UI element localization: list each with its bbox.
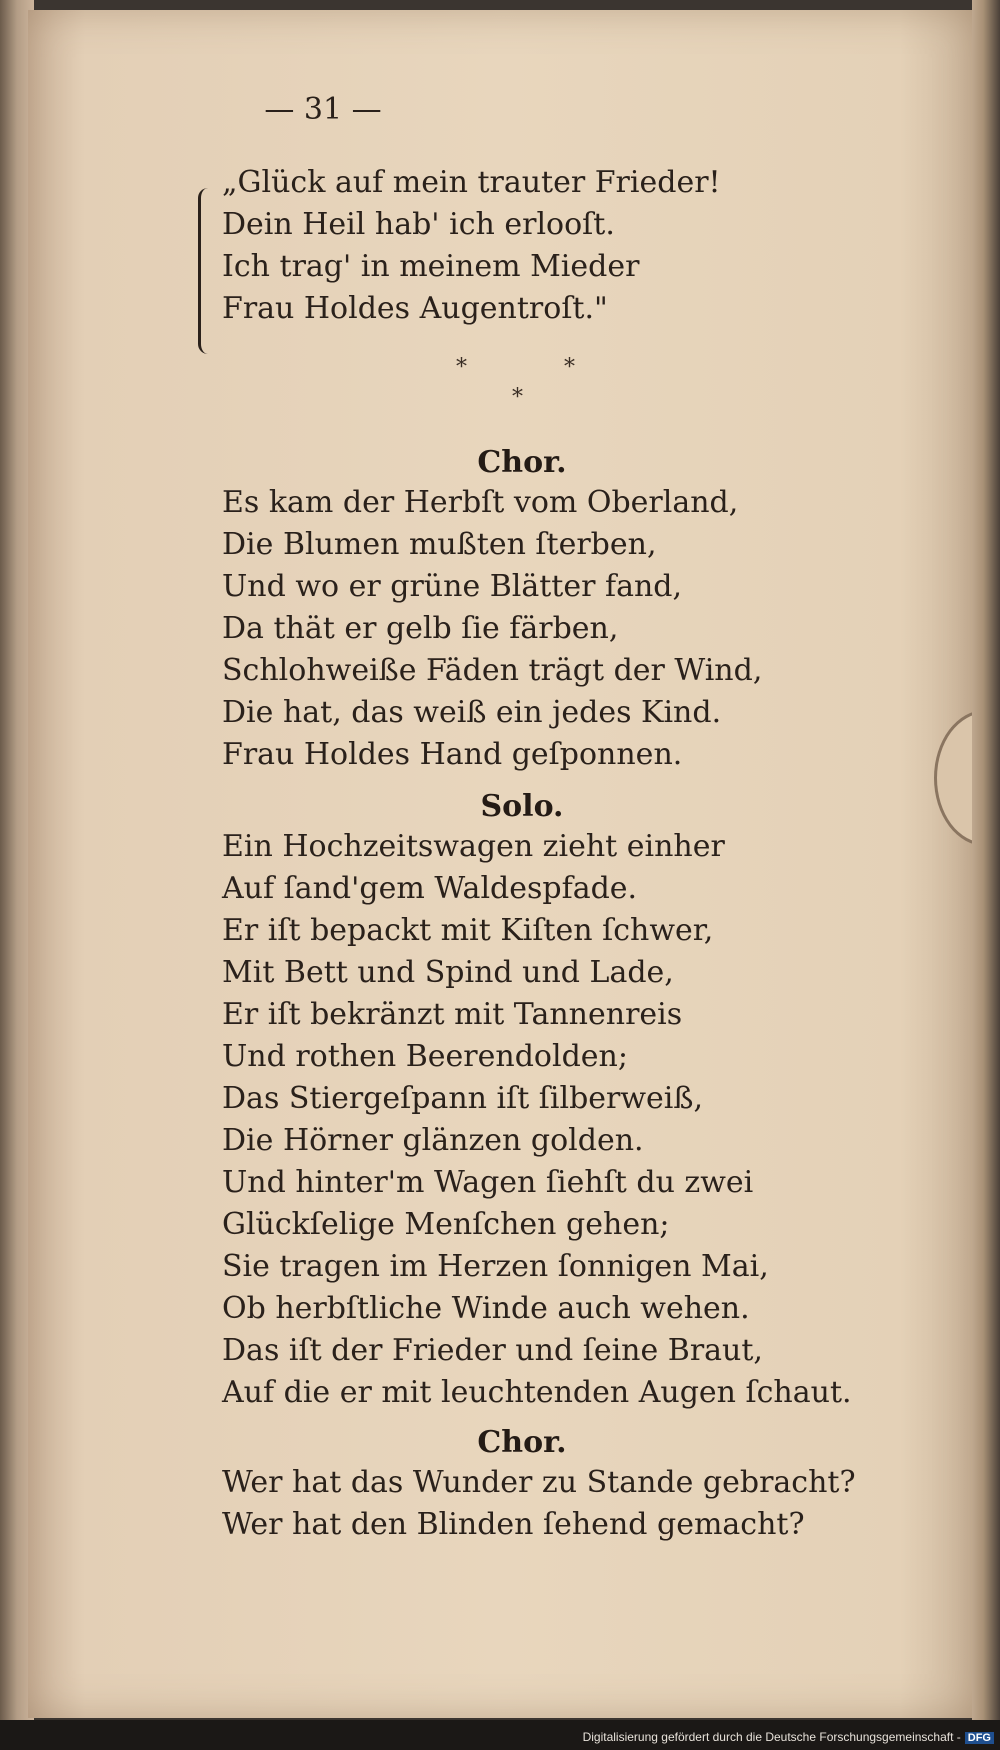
verse-line: Sie tragen im Herzen ſonnigen Mai,: [222, 1249, 769, 1284]
verse-line: Und rothen Beerendolden;: [222, 1039, 628, 1074]
verse-line: Wer hat das Wunder zu Stande gebracht?: [222, 1465, 856, 1500]
opening-line: Frau Holdes Augentroſt.": [222, 291, 608, 326]
verse-line: Die hat, das weiß ein jedes Kind.: [222, 695, 722, 730]
page-right-edge: [972, 0, 1000, 1722]
verse-line: Wer hat den Blinden ſehend gemacht?: [222, 1507, 805, 1542]
section-heading-solo: Solo.: [480, 789, 564, 824]
asterisk: *: [564, 355, 575, 380]
book-page: [28, 10, 976, 1718]
verse-line: Er iſt bepackt mit Kiſten ſchwer,: [222, 913, 714, 948]
dfg-logo: DFG: [965, 1732, 994, 1744]
verse-line: Das Stiergeſpann iſt ſilberweiß,: [222, 1081, 703, 1116]
verse-line: Schlohweiße Fäden trägt der Wind,: [222, 653, 763, 688]
asterism-divider: [428, 355, 588, 415]
section-heading-chor: Chor.: [477, 1425, 567, 1460]
verse-line: Da thät er gelb ſie färben,: [222, 611, 619, 646]
asterisk: *: [512, 385, 523, 410]
verse-line: Er iſt bekränzt mit Tannenreis: [222, 997, 683, 1032]
verse-line: Glückſelige Menſchen gehen;: [222, 1207, 670, 1242]
verse-line: Die Blumen mußten ſterben,: [222, 527, 657, 562]
asterisk: *: [456, 355, 467, 380]
credit-text: Digitalisierung gefördert durch die Deutsche Forschungsgemeinschaft -: [582, 1730, 961, 1744]
verse-line: Die Hörner glänzen golden.: [222, 1123, 644, 1158]
verse-line: Ein Hochzeitswagen zieht einher: [222, 829, 725, 864]
verse-line: Frau Holdes Hand geſponnen.: [222, 737, 683, 772]
opening-line: Dein Heil hab' ich erlooſt.: [222, 207, 615, 242]
stanza-bracket: [198, 188, 215, 354]
opening-line: „Glück auf mein trauter Frieder!: [222, 165, 721, 200]
verse-line: Auf ſand'gem Waldespfade.: [222, 871, 638, 906]
page-number: — 31 —: [264, 92, 382, 127]
digitization-credit: [583, 1730, 994, 1744]
verse-line: Auf die er mit leuchtenden Augen ſchaut.: [222, 1375, 852, 1410]
verse-line: Ob herbſtliche Winde auch wehen.: [222, 1291, 750, 1326]
verse-line: Das iſt der Frieder und ſeine Braut,: [222, 1333, 763, 1368]
verse-line: Und hinter'm Wagen ſiehſt du zwei: [222, 1165, 754, 1200]
opening-line: Ich trag' in meinem Mieder: [222, 249, 640, 284]
verse-line: Es kam der Herbſt vom Oberland,: [222, 485, 739, 520]
verse-line: Und wo er grüne Blätter fand,: [222, 569, 683, 604]
section-heading-chor: Chor.: [477, 445, 567, 480]
verse-line: Mit Bett und Spind und Lade,: [222, 955, 674, 990]
